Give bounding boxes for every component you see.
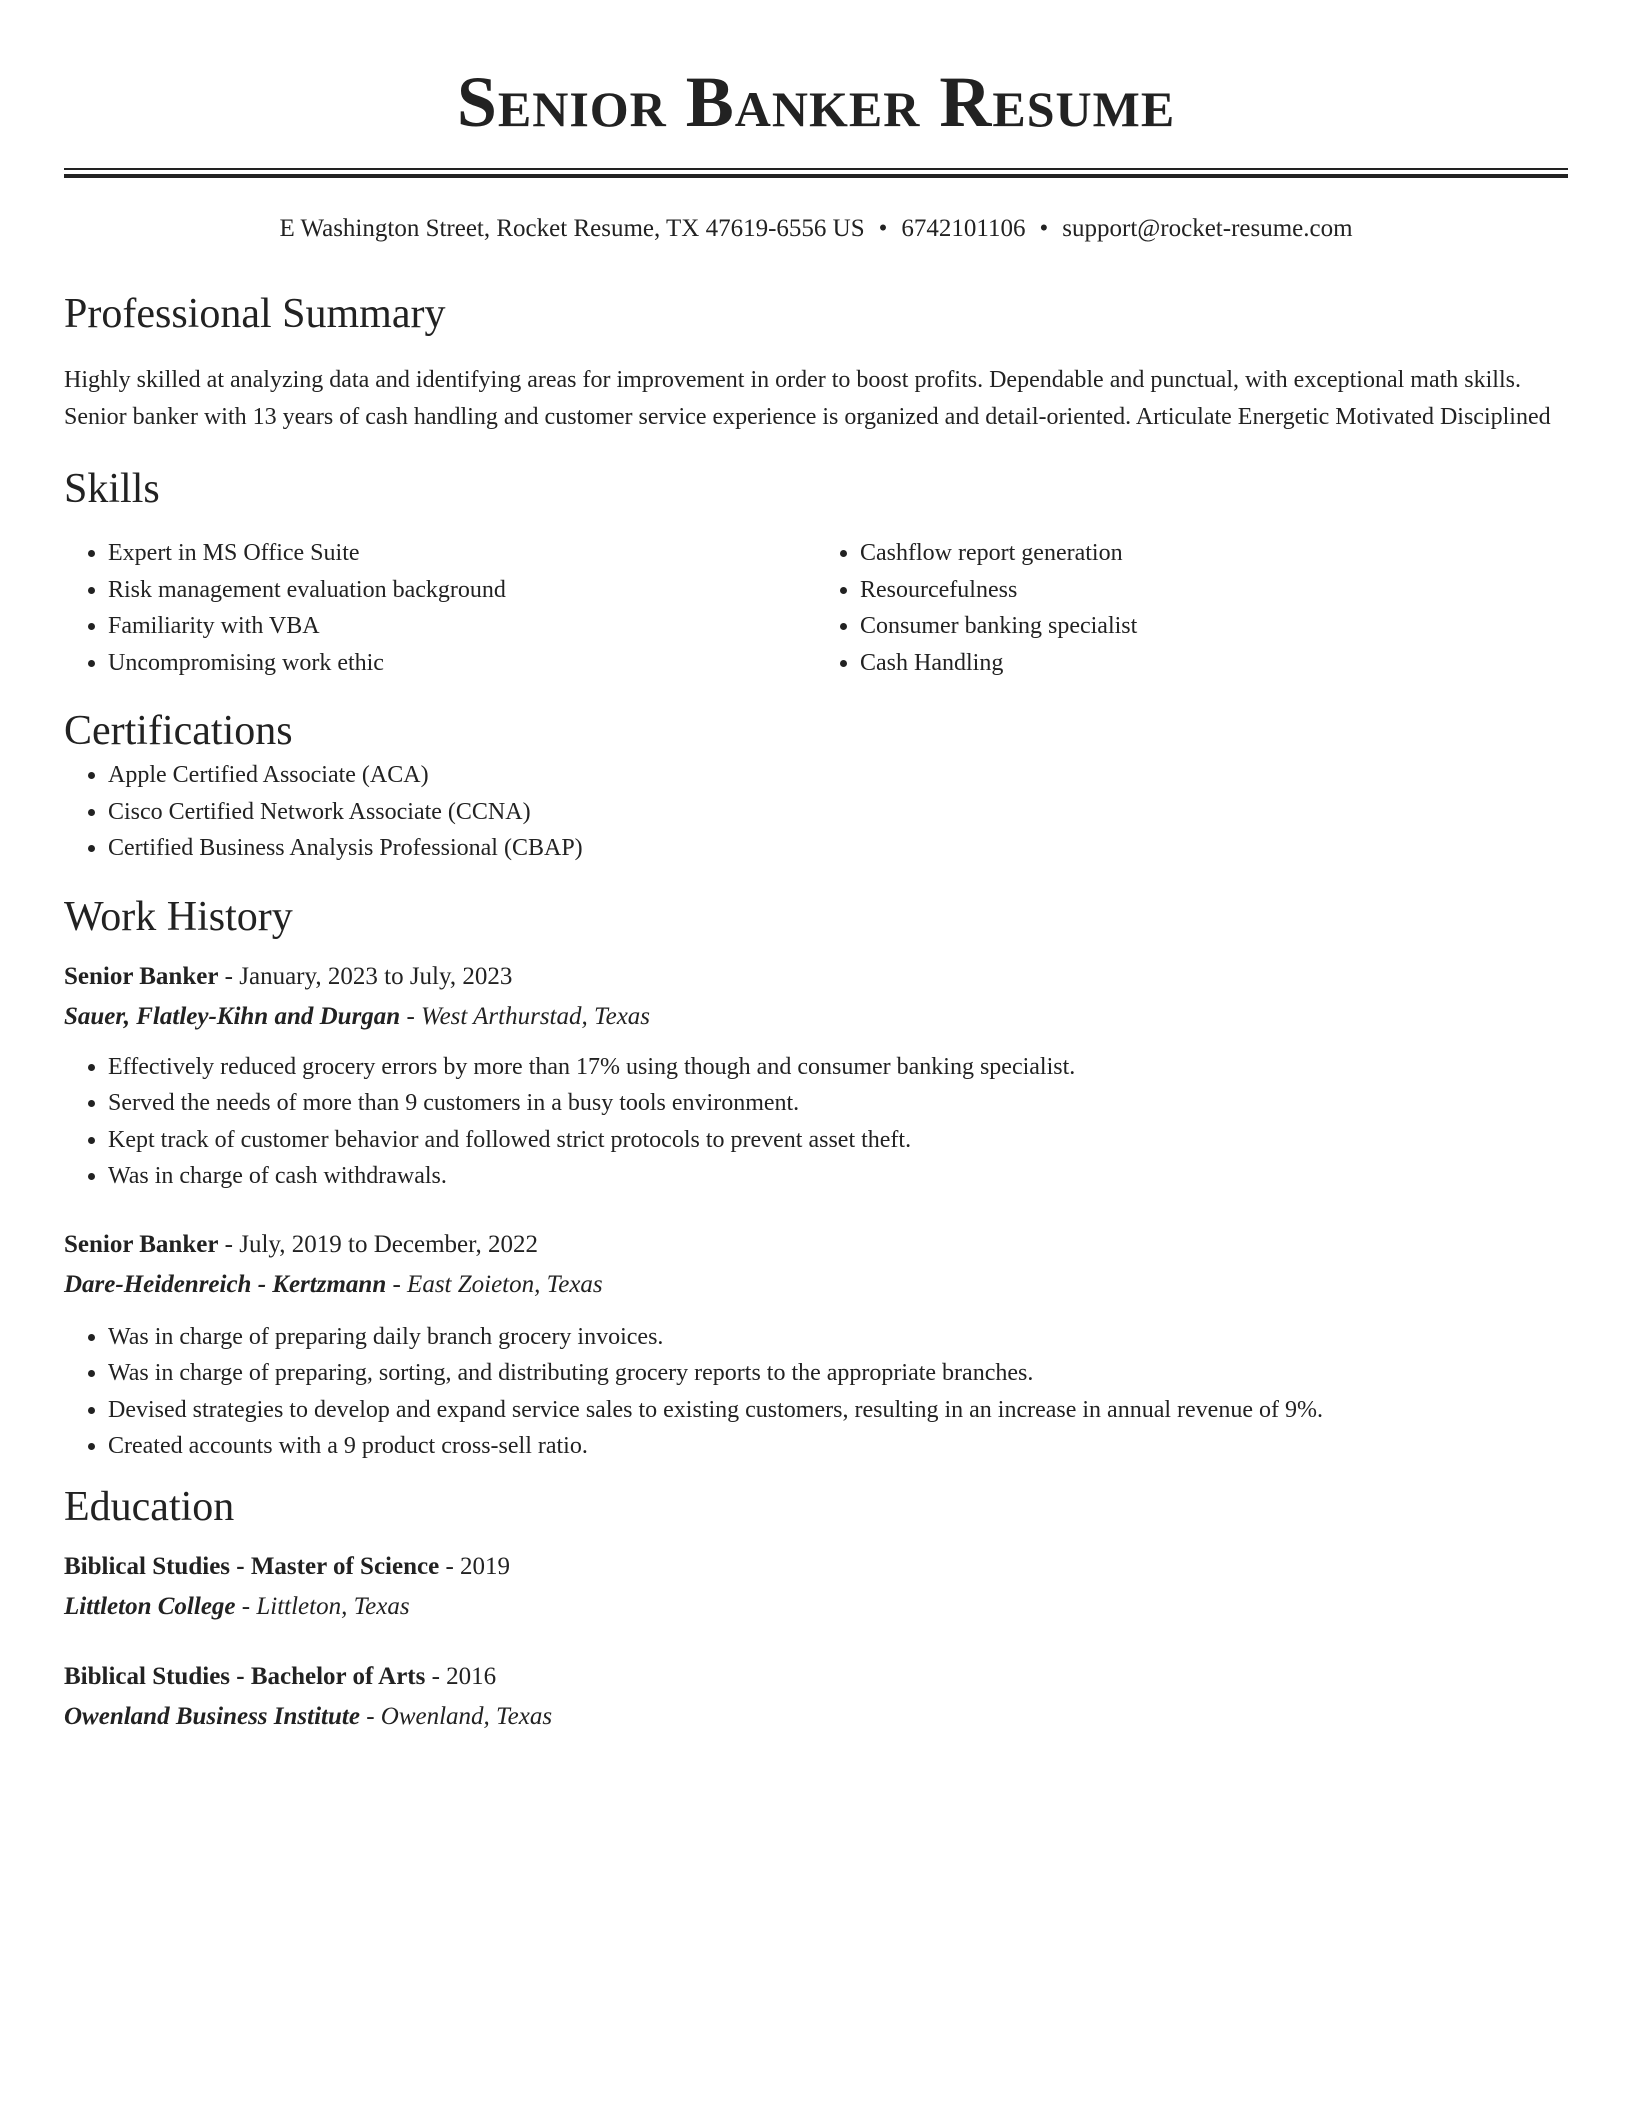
work-entry xyxy=(64,957,1568,1195)
job-bullet: • Served the needs of more than 9 customers in a busy tools environment. xyxy=(108,1085,1568,1122)
skill-item: • Risk management evaluation background xyxy=(108,572,816,609)
job-company-line xyxy=(64,1265,1568,1305)
job-dates: - January, 2023 to July, 2023 xyxy=(218,962,513,990)
school-line xyxy=(64,1587,1568,1627)
education-entry xyxy=(64,1547,1568,1627)
degree: Biblical Studies - Master of Science xyxy=(64,1552,440,1580)
job-bullet: • Was in charge of cash withdrawals. xyxy=(108,1158,1568,1195)
school: Littleton College xyxy=(64,1592,236,1620)
contact-separator: • xyxy=(878,215,888,242)
skill-item: • Cash Handling xyxy=(860,645,1568,682)
school: Owenland Business Institute xyxy=(64,1702,360,1730)
skill-item: • Expert in MS Office Suite xyxy=(108,535,816,572)
skills-list-left xyxy=(108,535,816,681)
job-company: Dare-Heidenreich - Kertzmann xyxy=(64,1270,387,1298)
job-title-line xyxy=(64,957,1568,997)
job-bullets xyxy=(64,1319,1568,1465)
school-line xyxy=(64,1697,1568,1737)
skills-column-right xyxy=(816,535,1568,681)
job-dates: - July, 2019 to December, 2022 xyxy=(218,1230,538,1258)
certification-item: • Cisco Certified Network Associate (CCNA) xyxy=(108,794,1568,831)
skill-item: • Consumer banking specialist xyxy=(860,608,1568,645)
summary-heading: Professional Summary xyxy=(64,291,446,337)
skills-grid xyxy=(64,535,1568,681)
skill-item: • Uncompromising work ethic xyxy=(108,645,816,682)
certifications-heading: Certifications xyxy=(64,708,293,754)
job-title: Senior Banker xyxy=(64,1230,219,1258)
degree: Biblical Studies - Bachelor of Arts xyxy=(64,1662,426,1690)
contact-line xyxy=(64,212,1568,246)
job-title: Senior Banker xyxy=(64,962,219,990)
contact-address: E Washington Street, Rocket Resume, TX 47619-6556 US xyxy=(279,215,865,242)
summary-text: Highly skilled at analyzing data and identifying areas for improvement in order to boost profits. Dependable and punctual, with exceptional math skills. Senior banker with 13 years of cash handling and customer service experience is organized and detail-oriented. Articulate Energetic Motivated Disciplined xyxy=(64,367,1551,430)
job-bullets xyxy=(64,1049,1568,1195)
title-divider xyxy=(64,168,1568,178)
job-bullet: • Effectively reduced grocery errors by more than 17% using though and consumer banking specialist. xyxy=(108,1049,1568,1086)
skills-list-right xyxy=(860,535,1568,681)
degree-year: - 2019 xyxy=(439,1552,511,1580)
skill-item: • Familiarity with VBA xyxy=(108,608,816,645)
job-bullet: • Kept track of customer behavior and followed strict protocols to prevent asset theft. xyxy=(108,1122,1568,1159)
job-bullet: • Created accounts with a 9 product cross-sell ratio. xyxy=(108,1428,1568,1465)
job-bullet: • Devised strategies to develop and expand service sales to existing customers, resulting in an increase in annual revenue of 9%. xyxy=(108,1392,1568,1429)
school-location: - Owenland, Texas xyxy=(359,1702,553,1730)
degree-line xyxy=(64,1657,1568,1697)
work-entry xyxy=(64,1225,1568,1465)
job-company-line xyxy=(64,997,1568,1037)
certifications-list xyxy=(64,757,1568,867)
contact-email: support@rocket-resume.com xyxy=(1062,215,1353,242)
contact-phone: 6742101106 xyxy=(901,215,1026,242)
job-company: Sauer, Flatley-Kihn and Durgan xyxy=(64,1002,401,1030)
skills-heading: Skills xyxy=(64,466,160,512)
job-title-line xyxy=(64,1225,1568,1265)
degree-year: - 2016 xyxy=(425,1662,497,1690)
certification-item: • Apple Certified Associate (ACA) xyxy=(108,757,1568,794)
certification-item: • Certified Business Analysis Professional (CBAP) xyxy=(108,830,1568,867)
skills-column-left xyxy=(64,535,816,681)
resume-title: Senior Banker Resume xyxy=(456,62,1176,142)
job-bullet: • Was in charge of preparing, sorting, and distributing grocery reports to the appropriate branches. xyxy=(108,1355,1568,1392)
degree-line xyxy=(64,1547,1568,1587)
education-entry xyxy=(64,1657,1568,1737)
job-location: - East Zoieton, Texas xyxy=(386,1270,603,1298)
work-history-heading: Work History xyxy=(64,893,293,940)
skill-item: • Cashflow report generation xyxy=(860,535,1568,572)
skill-item: • Resourcefulness xyxy=(860,572,1568,609)
contact-separator: • xyxy=(1039,215,1049,242)
education-heading: Education xyxy=(64,1483,235,1530)
job-bullet: • Was in charge of preparing daily branch grocery invoices. xyxy=(108,1319,1568,1356)
school-location: - Littleton, Texas xyxy=(235,1592,410,1620)
job-location: - West Arthurstad, Texas xyxy=(400,1002,651,1030)
